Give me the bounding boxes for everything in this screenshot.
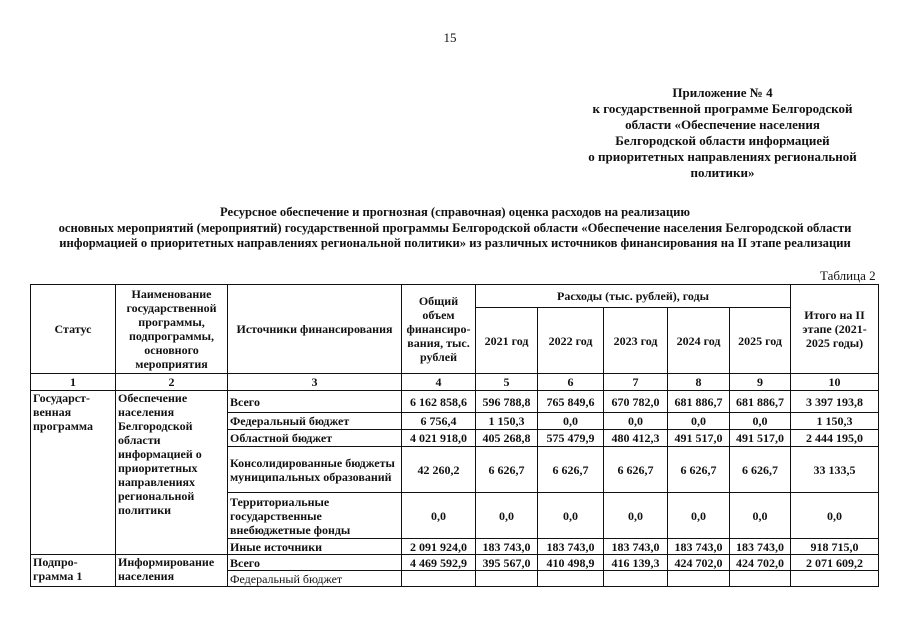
appendix-line: области «Обеспечение населения bbox=[625, 117, 820, 132]
value-cell: 183 743,0 bbox=[476, 539, 538, 555]
value-cell: 183 743,0 bbox=[668, 539, 730, 555]
program-cell: Обеспечение населения Белгородской области информацией о приоритетных направлениях региональной политики bbox=[116, 391, 228, 555]
value-cell: 6 626,7 bbox=[730, 447, 791, 493]
title-line: информацией о приоритетных направлениях региональной политики» из различных источников финансирования на II этапе реализации bbox=[59, 236, 851, 250]
value-cell: 33 133,5 bbox=[791, 447, 879, 493]
value-cell: 6 756,4 bbox=[402, 413, 476, 430]
value-cell: 2 091 924,0 bbox=[402, 539, 476, 555]
value-cell: 575 479,9 bbox=[538, 430, 604, 447]
value-cell: 424 702,0 bbox=[668, 555, 730, 571]
header-year: 2022 год bbox=[538, 308, 604, 374]
value-cell: 0,0 bbox=[538, 413, 604, 430]
value-cell bbox=[604, 571, 668, 587]
source-cell: Консолидированные бюджеты муниципальных образований bbox=[228, 447, 402, 493]
source-cell: Областной бюджет bbox=[228, 430, 402, 447]
value-cell bbox=[668, 571, 730, 587]
value-cell: 681 886,7 bbox=[668, 391, 730, 413]
header-program: Наименование государственной программы, подпрограммы, основного мероприятия bbox=[116, 285, 228, 374]
value-cell: 0,0 bbox=[668, 493, 730, 539]
source-cell: Всего bbox=[228, 555, 402, 571]
header-year: 2023 год bbox=[604, 308, 668, 374]
value-cell: 183 743,0 bbox=[538, 539, 604, 555]
value-cell: 424 702,0 bbox=[730, 555, 791, 571]
value-cell: 0,0 bbox=[476, 493, 538, 539]
value-cell: 918 715,0 bbox=[791, 539, 879, 555]
col-number: 10 bbox=[791, 374, 879, 391]
appendix-line: о приоритетных направлениях региональной bbox=[588, 149, 857, 164]
table-label: Таблица 2 bbox=[820, 268, 876, 283]
value-cell bbox=[730, 571, 791, 587]
value-cell: 1 150,3 bbox=[476, 413, 538, 430]
appendix-line: Приложение № 4 bbox=[672, 85, 773, 100]
col-number: 2 bbox=[116, 374, 228, 391]
value-cell: 405 268,8 bbox=[476, 430, 538, 447]
value-cell: 395 567,0 bbox=[476, 555, 538, 571]
appendix-line: политики» bbox=[690, 165, 755, 180]
value-cell: 681 886,7 bbox=[730, 391, 791, 413]
program-cell: Информирование населения bbox=[116, 555, 228, 587]
value-cell: 410 498,9 bbox=[538, 555, 604, 571]
value-cell: 670 782,0 bbox=[604, 391, 668, 413]
col-number: 8 bbox=[668, 374, 730, 391]
page-number: 15 bbox=[443, 30, 457, 45]
value-cell bbox=[791, 571, 879, 587]
value-cell: 0,0 bbox=[791, 493, 879, 539]
value-cell: 6 626,7 bbox=[538, 447, 604, 493]
value-cell: 0,0 bbox=[604, 413, 668, 430]
value-cell: 0,0 bbox=[730, 493, 791, 539]
appendix-header bbox=[560, 85, 885, 181]
header-year: 2024 год bbox=[668, 308, 730, 374]
value-cell: 6 626,7 bbox=[604, 447, 668, 493]
value-cell: 6 626,7 bbox=[476, 447, 538, 493]
title-line: основных мероприятий (мероприятий) государственной программы Белгородской области «Обеспечение населения Белгородской области bbox=[58, 220, 852, 235]
header-year: 2021 год bbox=[476, 308, 538, 374]
document-title bbox=[20, 205, 890, 252]
value-cell bbox=[538, 571, 604, 587]
value-cell: 491 517,0 bbox=[668, 430, 730, 447]
value-cell: 42 260,2 bbox=[402, 447, 476, 493]
value-cell: 491 517,0 bbox=[730, 430, 791, 447]
value-cell: 2 071 609,2 bbox=[791, 555, 879, 571]
value-cell: 183 743,0 bbox=[730, 539, 791, 555]
source-cell: Всего bbox=[228, 391, 402, 413]
value-cell: 4 469 592,9 bbox=[402, 555, 476, 571]
col-number: 1 bbox=[31, 374, 116, 391]
table-row bbox=[31, 391, 879, 413]
col-number: 5 bbox=[476, 374, 538, 391]
value-cell: 183 743,0 bbox=[604, 539, 668, 555]
col-number: 4 bbox=[402, 374, 476, 391]
value-cell: 480 412,3 bbox=[604, 430, 668, 447]
status-cell: Государст-венная программа bbox=[31, 391, 116, 555]
col-number: 6 bbox=[538, 374, 604, 391]
value-cell: 6 626,7 bbox=[668, 447, 730, 493]
status-cell: Подпро-грамма 1 bbox=[31, 555, 116, 587]
source-cell: Иные источники bbox=[228, 539, 402, 555]
funding-table bbox=[30, 284, 879, 587]
value-cell: 3 397 193,8 bbox=[791, 391, 879, 413]
value-cell: 0,0 bbox=[402, 493, 476, 539]
value-cell: 2 444 195,0 bbox=[791, 430, 879, 447]
header-stage-total: Итого на II этапе (2021-2025 годы) bbox=[791, 285, 879, 374]
value-cell: 0,0 bbox=[668, 413, 730, 430]
value-cell: 596 788,8 bbox=[476, 391, 538, 413]
header-year: 2025 год bbox=[730, 308, 791, 374]
source-cell: Территориальные государственные внебюджетные фонды bbox=[228, 493, 402, 539]
col-number: 3 bbox=[228, 374, 402, 391]
title-line: Ресурсное обеспечение и прогнозная (справочная) оценка расходов на реализацию bbox=[220, 205, 690, 219]
header-total: Общий объем финансиро-вания, тыс. рублей bbox=[402, 285, 476, 374]
header-status: Статус bbox=[31, 285, 116, 374]
value-cell bbox=[476, 571, 538, 587]
value-cell: 765 849,6 bbox=[538, 391, 604, 413]
value-cell: 4 021 918,0 bbox=[402, 430, 476, 447]
value-cell: 416 139,3 bbox=[604, 555, 668, 571]
appendix-line: Белгородской области информацией bbox=[615, 133, 830, 148]
value-cell: 0,0 bbox=[538, 493, 604, 539]
value-cell: 1 150,3 bbox=[791, 413, 879, 430]
value-cell bbox=[402, 571, 476, 587]
value-cell: 0,0 bbox=[730, 413, 791, 430]
appendix-line: к государственной программе Белгородской bbox=[592, 101, 853, 116]
source-cell: Федеральный бюджет bbox=[228, 413, 402, 430]
header-expenses: Расходы (тыс. рублей), годы bbox=[476, 285, 791, 308]
header-sources: Источники финансирования bbox=[228, 285, 402, 374]
col-number: 9 bbox=[730, 374, 791, 391]
value-cell: 6 162 858,6 bbox=[402, 391, 476, 413]
value-cell: 0,0 bbox=[604, 493, 668, 539]
col-number: 7 bbox=[604, 374, 668, 391]
table-row bbox=[31, 555, 879, 571]
source-cell: Федеральный бюджет bbox=[228, 571, 402, 587]
